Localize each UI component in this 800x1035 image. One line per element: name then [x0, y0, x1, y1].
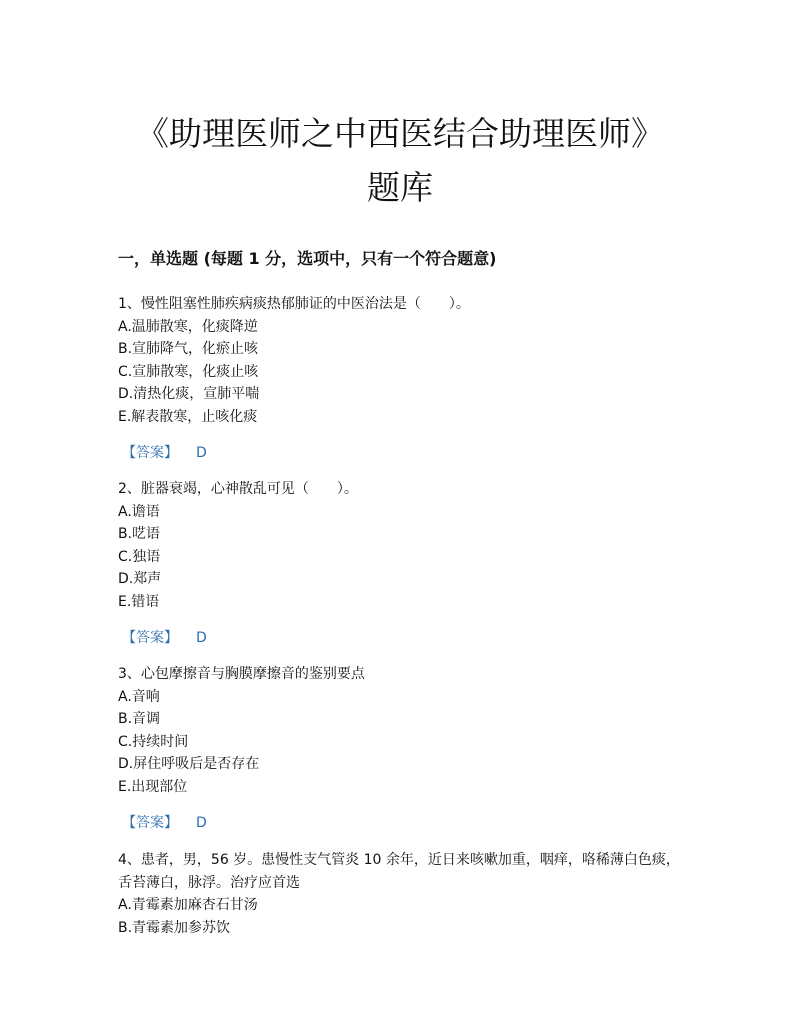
option-c: C.持续时间 [118, 733, 189, 750]
answer-value: D [196, 630, 207, 646]
option-c: C.宣肺散寒，化痰止咳 [118, 363, 259, 380]
question-stem: 4、患者，男，56 岁。患慢性支气管炎 10 余年，近日来咳嗽加重，咽痒，咯稀薄白色痰，舌苔薄白，脉浮。治疗应首选 [118, 852, 680, 891]
answer-row [118, 812, 688, 834]
option-d: D.清热化痰，宣肺平喘 [118, 386, 260, 402]
question-2 [118, 478, 688, 649]
question-1 [118, 293, 688, 464]
section-heading: 一，单选题 (每题 1 分，选项中，只有一个符合题意) [118, 249, 497, 268]
option-e: E.错语 [118, 593, 160, 610]
question-stem: 2、脏器衰竭，心神散乱可见（ ）。 [118, 481, 358, 497]
option-d: D.屏住呼吸后是否存在 [118, 756, 260, 772]
document-subtitle: 题库 [367, 168, 433, 207]
option-e: E.出现部位 [118, 778, 188, 795]
option-a: A.音响 [118, 688, 160, 705]
option-b: B.青霉素加参苏饮 [118, 919, 231, 936]
option-b: B.音调 [118, 711, 161, 727]
option-b: B.宣肺降气，化瘀止咳 [118, 341, 259, 357]
document-title: 《助理医师之中西医结合助理医师》 [136, 114, 664, 153]
answer-label: 【答案】 [122, 445, 178, 461]
answer-row [118, 627, 688, 649]
option-b: B.呓语 [118, 526, 161, 542]
question-4 [118, 849, 688, 939]
answer-row [118, 442, 688, 464]
answer-value: D [196, 815, 207, 831]
question-3 [118, 663, 688, 834]
answer-value: D [196, 445, 207, 461]
option-a: A.温肺散寒，化痰降逆 [118, 318, 258, 335]
answer-label: 【答案】 [122, 630, 178, 646]
option-c: C.独语 [118, 548, 161, 565]
option-e: E.解表散寒，止咳化痰 [118, 408, 258, 425]
option-a: A.谵语 [118, 503, 160, 520]
option-a: A.青霉素加麻杏石甘汤 [118, 897, 258, 913]
question-stem: 1、慢性阻塞性肺疾病痰热郁肺证的中医治法是（ ）。 [118, 296, 470, 312]
answer-label: 【答案】 [122, 815, 178, 831]
option-d: D.郑声 [118, 571, 162, 587]
question-stem: 3、心包摩擦音与胸膜摩擦音的鉴别要点 [118, 666, 365, 682]
